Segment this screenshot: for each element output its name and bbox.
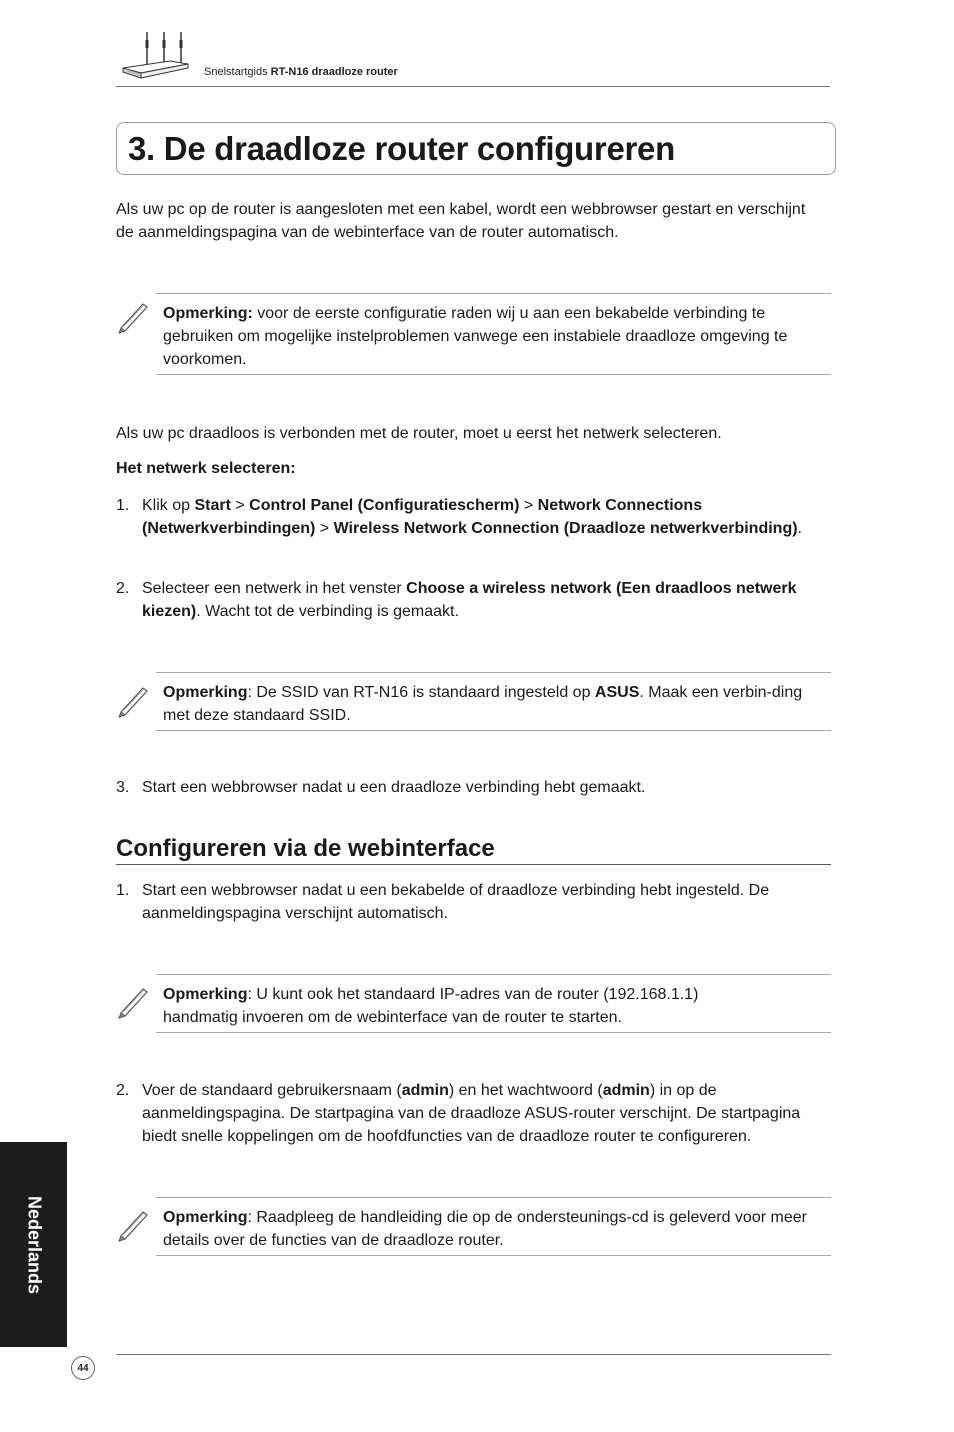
note-box-3 — [156, 974, 831, 1033]
note-3-label: Opmerking — [163, 986, 248, 1003]
list-item — [116, 577, 836, 625]
text: . Maak een verbin-ding met deze standaard SSID. — [163, 684, 803, 724]
text: > — [230, 497, 250, 514]
pen-icon — [115, 983, 151, 1019]
pen-icon — [115, 682, 151, 718]
bold-text: Control Panel (Configuratiescherm) — [249, 497, 520, 514]
section-heading: Configureren via de webinterface — [116, 835, 495, 862]
list-item — [116, 1079, 836, 1149]
list-number: 1. — [116, 882, 130, 899]
router-icon — [120, 28, 190, 84]
running-header — [204, 66, 398, 78]
note-box-1 — [156, 293, 831, 375]
text: : Raadpleeg de handleiding die op de ondersteunings-cd is geleverd voor meer details over de functies van de draadloze router. — [163, 1209, 807, 1249]
text: . — [797, 520, 802, 537]
header-model: RT-N16 draadloze router — [270, 66, 398, 78]
header-rule — [116, 86, 830, 87]
note-box-4 — [156, 1197, 831, 1256]
text: ) en het wachtwoord ( — [448, 1082, 603, 1099]
title-box — [116, 122, 836, 175]
section-rule — [116, 864, 831, 865]
wireless-intro: Als uw pc draadloos is verbonden met de router, moet u eerst het netwerk selecteren. — [116, 425, 722, 442]
note-1-text — [163, 302, 828, 371]
page-number: 44 — [71, 1356, 95, 1380]
language-side-tab — [0, 1142, 67, 1347]
text: Selecteer een netwerk in het venster — [142, 580, 407, 597]
bold-text: Wireless Network Connection (Draadloze netwerkverbinding) — [333, 520, 798, 537]
bold-text: admin — [401, 1082, 449, 1099]
list-number: 2. — [116, 580, 130, 597]
note-2-label: Opmerking — [163, 684, 248, 701]
step-2-text — [142, 577, 836, 623]
note-1-body: voor de eerste configuratie raden wij u aan een bekabelde verbinding te gebruiken om mogelijke instelproblemen vanwege een instabiele draadloze omgeving te voorkomen. — [163, 305, 788, 368]
intro-paragraph: Als uw pc op de router is aangesloten met een kabel, wordt een webbrowser gestart en verschijnt de aanmeldingspagina van de webinterface van de router automatisch. — [116, 201, 806, 241]
list-item — [116, 776, 836, 800]
text: ) in op de aanmeldingspagina. De startpagina van de draadloze ASUS-router verschijnt. De startpagina biedt snelle koppelingen om de hoofdfuncties van de draadloze router te configureren. — [142, 1082, 801, 1145]
select-network-heading: Het netwerk selecteren: — [116, 460, 296, 477]
pen-icon — [115, 298, 151, 334]
note-3-text — [163, 983, 763, 1029]
bold-text: admin — [602, 1082, 650, 1099]
footer-rule — [116, 1354, 831, 1355]
list-number: 3. — [116, 779, 130, 796]
text: Voer de standaard gebruikersnaam ( — [142, 1082, 402, 1099]
page-title: 3. De draadloze router configureren — [128, 130, 675, 167]
note-4-text — [163, 1206, 828, 1252]
list-number: 1. — [116, 497, 130, 514]
text: : U kunt ook het standaard IP-adres van de router (192.168.1.1) handmatig invoeren om de webinterface van de router te starten. — [163, 986, 699, 1026]
list-number: 2. — [116, 1082, 130, 1099]
step-1-text — [142, 494, 836, 540]
web-step-2-text — [142, 1079, 836, 1148]
text: > — [519, 497, 538, 514]
step-3-text: Start een webbrowser nadat u een draadloze verbinding hebt gemaakt. — [142, 779, 646, 796]
note-4-label: Opmerking — [163, 1209, 248, 1226]
web-step-1-text: Start een webbrowser nadat u een bekabelde of draadloze verbinding hebt ingesteld. De aanmeldingspagina verschijnt automatisch. — [142, 882, 770, 922]
language-label: Nederlands — [24, 1195, 44, 1294]
note-box-2 — [156, 672, 831, 731]
list-item — [116, 879, 836, 927]
note-1-label: Opmerking: — [163, 305, 253, 322]
list-item — [116, 494, 836, 564]
text: Klik op — [142, 497, 195, 514]
bold-text: Choose a wireless network (Een draadloos netwerk kiezen) — [142, 580, 797, 620]
text: > — [315, 520, 334, 537]
bold-text: ASUS — [594, 684, 640, 701]
note-2-text — [163, 681, 828, 727]
text: : De SSID van RT-N16 is standaard ingesteld op — [247, 684, 595, 701]
text: . Wacht tot de verbinding is gemaakt. — [196, 603, 459, 620]
header-guide: Snelstartgids — [204, 66, 268, 78]
bold-text: Start — [194, 497, 231, 514]
pen-icon — [115, 1206, 151, 1242]
bold-text: Network Connections (Netwerkverbindingen) — [142, 497, 703, 537]
